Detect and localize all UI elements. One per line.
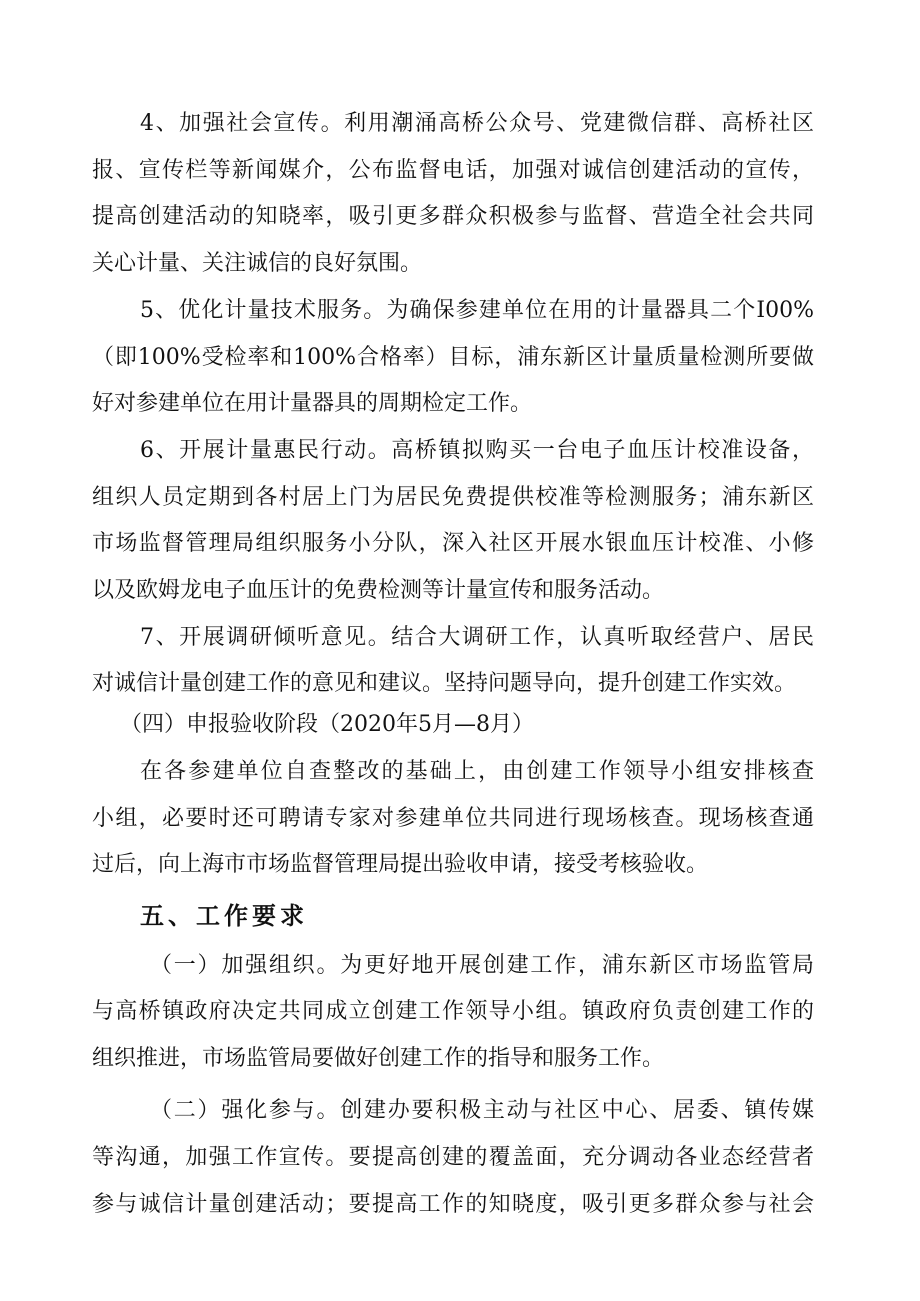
req-2-line-3: 参与诚信计量创建活动；要提高工作的知晓度，吸引更多群众参与社会 (92, 1192, 814, 1217)
req-2-line-2: 等沟通，加强工作宣传。要提高创建的覆盖面，充分调动各业态经营者 (92, 1145, 814, 1170)
item-4-line-2: 报、宣传栏等新闻媒介，公布监督电话，加强对诚信创建活动的宣传， (92, 158, 814, 183)
item-6-line-2: 组织人员定期到各村居上门为居民免费提供校准等检测服务；浦东新区 (92, 485, 814, 510)
stage-4-line-3: 过后，向上海市市场监督管理局提出验收申请，接受考核验收。 (92, 852, 709, 877)
stage-4-line-1: 在各参建单位自查整改的基础上，由创建工作领导小组安排核查 (140, 759, 814, 784)
item-4-line-1: 4、加强社会宣传。利用潮涌高桥公众号、党建微信群、高桥社区 (140, 111, 814, 136)
item-5-line-1: 5、优化计量技术服务。为确保参建单位在用的计量器具二个I00% (140, 298, 814, 323)
item-7-line-2: 对诚信计量创建工作的意见和建议。坚持问题导向，提升创建工作实效。 (92, 671, 797, 696)
stage-4-heading: （四）申报验收阶段（2020年5月—8月） (120, 712, 534, 737)
item-7-line-1: 7、开展调研倾听意见。结合大调研工作，认真听取经营户、居民 (140, 625, 814, 650)
req-2-line-1: （二）强化参与。创建办要积极主动与社区中心、居委、镇传媒 (150, 1098, 814, 1123)
item-6-line-4: 以及欧姆龙电子血压计的免费检测等计量宣传和服务活动。 (92, 578, 665, 603)
section-5-heading: 五、工作要求 (140, 902, 308, 930)
req-1-line-1: （一）加强组织。为更好地开展创建工作，浦东新区市场监管局 (150, 953, 814, 978)
item-6-line-1: 6、开展计量惠民行动。高桥镇拟购买一台电子血压计校准设备， (140, 438, 814, 463)
item-4-line-3: 提高创建活动的知晓率，吸引更多群众积极参与监督、营造全社会共同 (92, 204, 814, 229)
item-5-line-2: （即100%受检率和100%合格率）目标，浦东新区计量质量检测所要做 (92, 345, 814, 370)
item-4-line-4: 关心计量、关注诚信的良好氛围。 (92, 251, 423, 276)
item-6-line-3: 市场监督管理局组织服务小分队，深入社区开展水银血压计校准、小修 (92, 531, 814, 556)
req-1-line-3: 组织推进，市场监管局要做好创建工作的指导和服务工作。 (92, 1046, 665, 1071)
stage-4-line-2: 小组，必要时还可聘请专家对参建单位共同进行现场核查。现场核查通 (92, 806, 814, 831)
req-1-line-2: 与高桥镇政府决定共同成立创建工作领导小组。镇政府负责创建工作的 (92, 999, 814, 1024)
item-5-line-3: 好对参建单位在用计量器具的周期检定工作。 (92, 391, 533, 416)
